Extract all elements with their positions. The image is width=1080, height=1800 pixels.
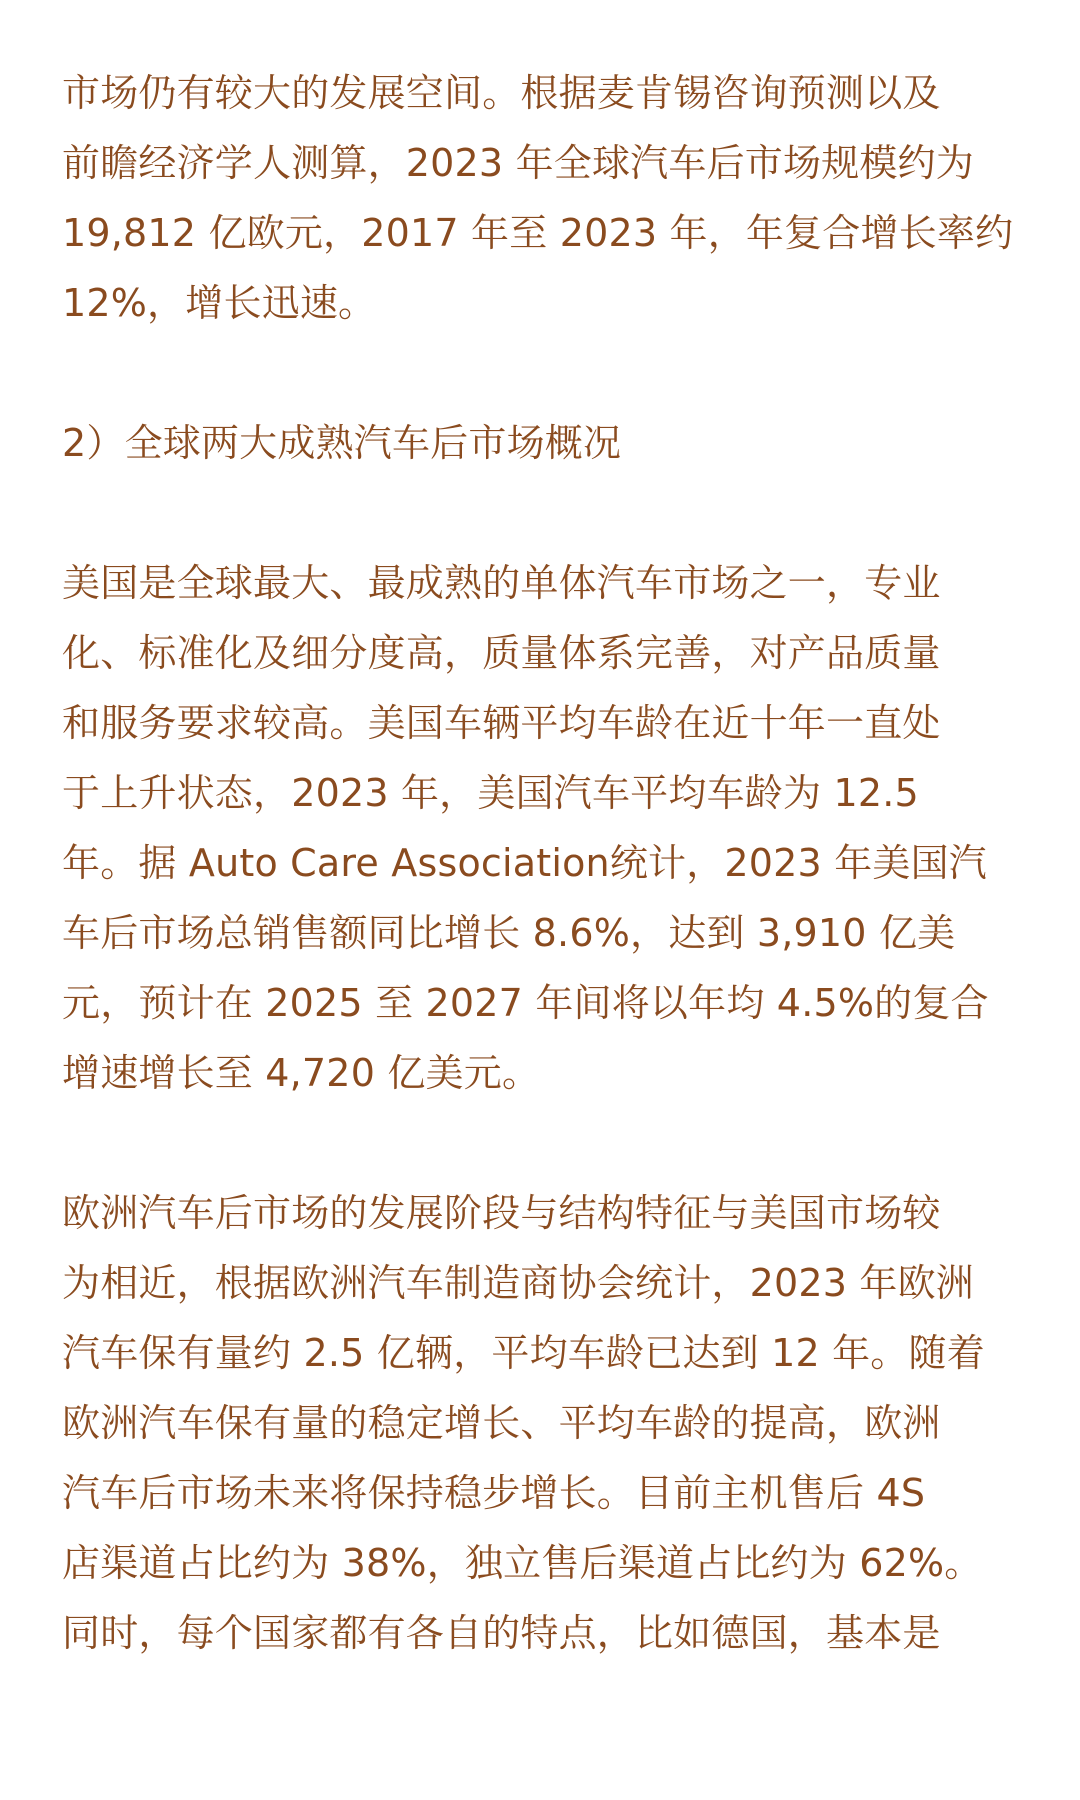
paragraph-line: 市场仍有较大的发展空间。根据麦肯锡咨询预测以及: [62, 71, 941, 115]
paragraph-line: 元，预计在 2025 至 2027 年间将以年均 4.5%的复合: [62, 981, 989, 1025]
paragraph-line: 于上升状态，2023 年，美国汽车平均车龄为 12.5: [62, 771, 919, 815]
paragraph-europe-market: [62, 1178, 1022, 1668]
paragraph-line: 化、标准化及细分度高，质量体系完善，对产品质量: [62, 631, 941, 675]
section-heading: 2）全球两大成熟汽车后市场概况: [62, 421, 622, 465]
paragraph-line: 车后市场总销售额同比增长 8.6%，达到 3,910 亿美: [62, 911, 956, 955]
paragraph-line: 年。据 Auto Care Association统计，2023 年美国汽: [62, 841, 988, 885]
article-body: [62, 58, 1022, 1738]
paragraph-line: 为相近，根据欧洲汽车制造商协会统计，2023 年欧洲: [62, 1261, 974, 1305]
paragraph-line: 19,812 亿欧元，2017 年至 2023 年，年复合增长率约: [62, 211, 1014, 255]
paragraph-line: 欧洲汽车后市场的发展阶段与结构特征与美国市场较: [62, 1191, 941, 1235]
paragraph-market-size: [62, 58, 1022, 338]
paragraph-line: 美国是全球最大、最成熟的单体汽车市场之一，专业: [62, 561, 941, 605]
paragraph-line: 汽车保有量约 2.5 亿辆，平均车龄已达到 12 年。随着: [62, 1331, 985, 1375]
paragraph-us-market: [62, 548, 1022, 1108]
paragraph-line: 店渠道占比约为 38%，独立售后渠道占比约为 62%。: [62, 1541, 983, 1585]
paragraph-line: 同时，每个国家都有各自的特点，比如德国，基本是: [62, 1611, 941, 1655]
paragraph-line: 12%，增长迅速。: [62, 281, 377, 325]
paragraph-line: 增速增长至 4,720 亿美元。: [62, 1051, 541, 1095]
paragraph-line: 前瞻经济学人测算，2023 年全球汽车后市场规模约为: [62, 141, 974, 185]
paragraph-line: 汽车后市场未来将保持稳步增长。目前主机售后 4S: [62, 1471, 926, 1515]
paragraph-line: 和服务要求较高。美国车辆平均车龄在近十年一直处: [62, 701, 941, 745]
paragraph-line: 欧洲汽车保有量的稳定增长、平均车龄的提高，欧洲: [62, 1401, 941, 1445]
